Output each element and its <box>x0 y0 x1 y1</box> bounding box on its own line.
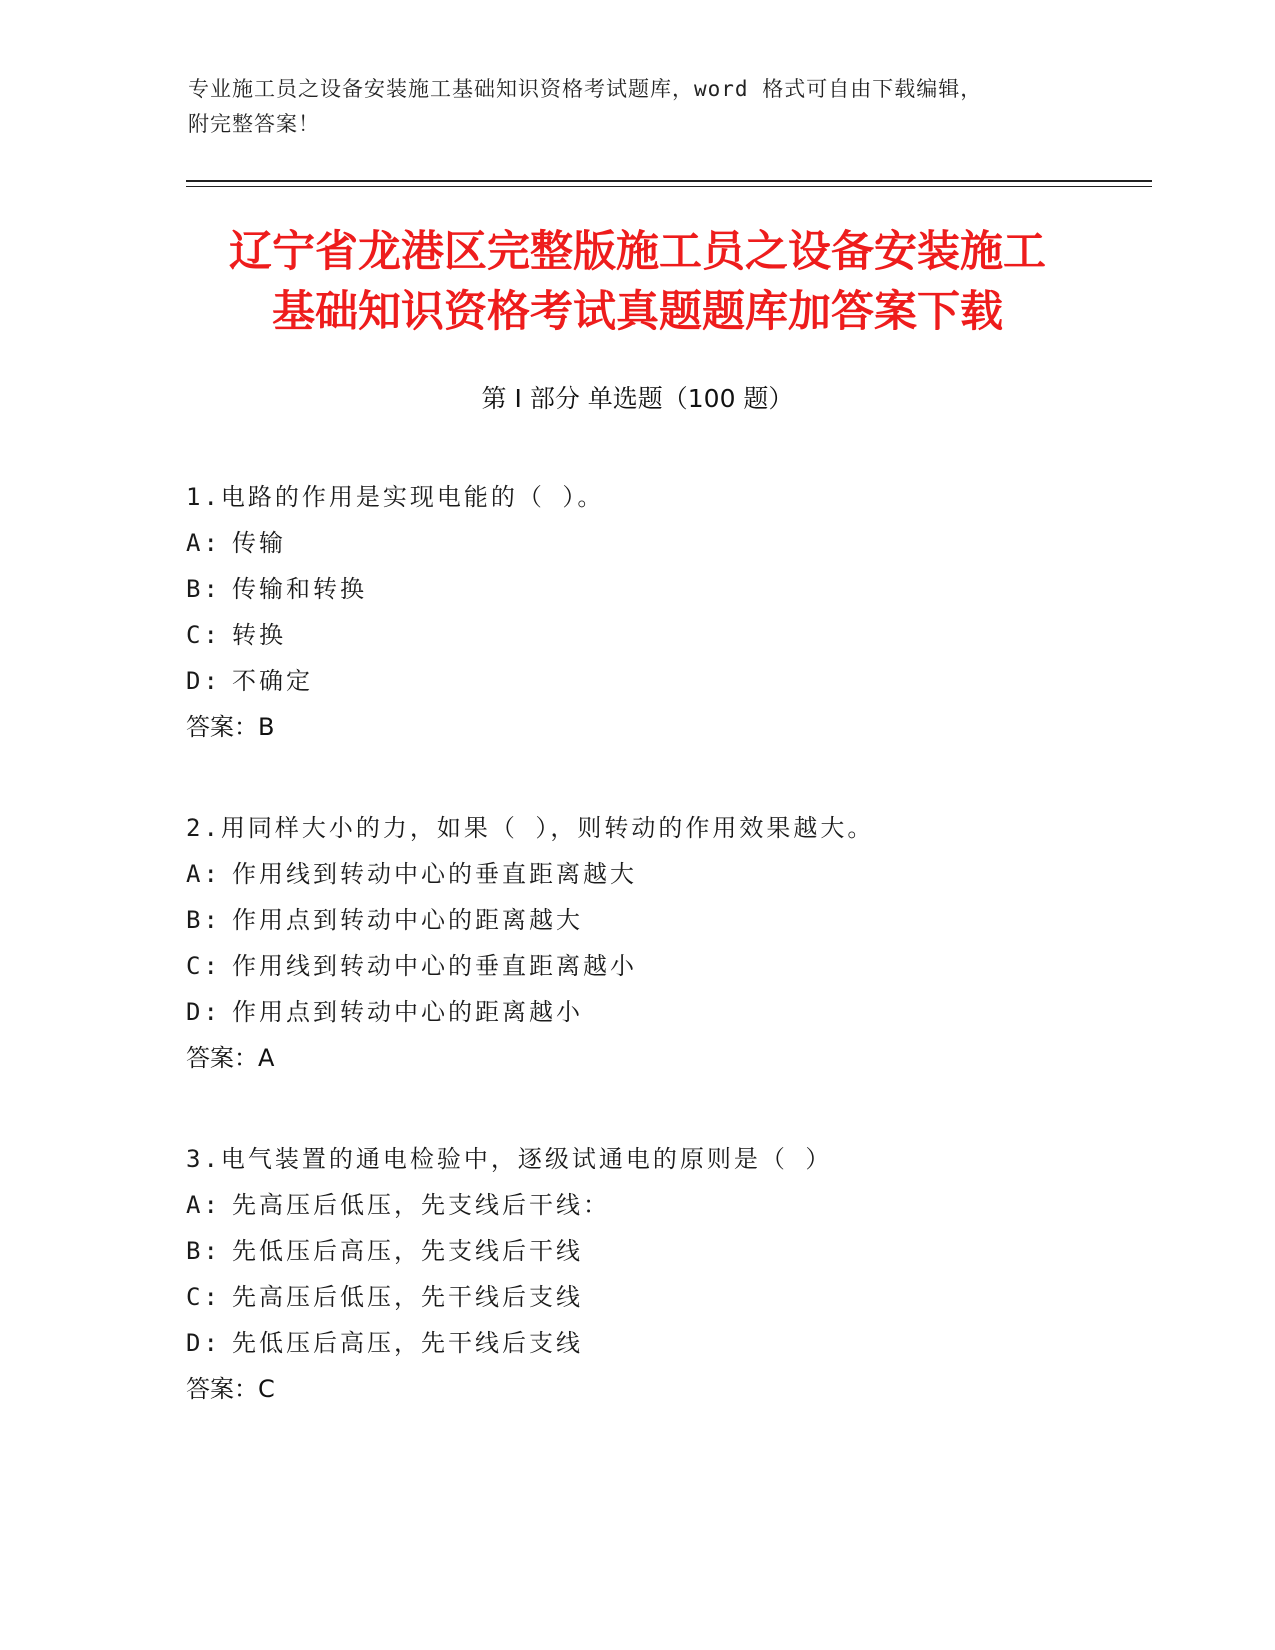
option-letter: A: <box>186 860 221 888</box>
section-title: 第 I 部分 单选题（100 题） <box>481 384 794 413</box>
question-3 <box>186 1136 1146 1412</box>
option-letter: A: <box>186 529 221 557</box>
question-stem: 3.电气装置的通电检验中，逐级试通电的原则是（ ） <box>186 1145 833 1173</box>
option-text: 不确定 <box>232 667 313 695</box>
header-note-line-1: 专业施工员之设备安装施工基础知识资格考试题库，word 格式可自由下载编辑， <box>188 77 983 101</box>
option-a <box>186 520 1146 566</box>
option-text: 传输和转换 <box>232 575 367 603</box>
option-letter: B: <box>186 1237 221 1265</box>
option-d <box>186 1320 1146 1366</box>
option-letter: B: <box>186 906 221 934</box>
option-b <box>186 897 1146 943</box>
option-text: 作用线到转动中心的垂直距离越大 <box>232 860 637 888</box>
option-d <box>186 989 1146 1035</box>
option-b <box>186 566 1146 612</box>
answer: 答案：B <box>186 713 275 741</box>
header-note-line-2: 附完整答案！ <box>188 112 320 136</box>
question-list <box>186 474 1146 1467</box>
header-divider-thin <box>186 186 1152 187</box>
question-2 <box>186 805 1146 1081</box>
question-stem: 1.电路的作用是实现电能的（ ）。 <box>186 483 605 511</box>
document-title <box>150 222 1125 342</box>
option-text: 先高压后低压，先支线后干线： <box>232 1191 610 1219</box>
option-text: 传输 <box>232 529 286 557</box>
header-note <box>188 72 1088 142</box>
option-text: 作用点到转动中心的距离越小 <box>232 998 583 1026</box>
option-text: 作用线到转动中心的垂直距离越小 <box>232 952 637 980</box>
option-c <box>186 1274 1146 1320</box>
option-letter: B: <box>186 575 221 603</box>
document-title-line-1: 辽宁省龙港区完整版施工员之设备安装施工 <box>229 227 1046 277</box>
header-divider-thick <box>186 180 1152 182</box>
answer: 答案：A <box>186 1044 275 1072</box>
option-text: 先高压后低压，先干线后支线 <box>232 1283 583 1311</box>
option-text: 作用点到转动中心的距离越大 <box>232 906 583 934</box>
option-letter: D: <box>186 1329 221 1357</box>
option-a <box>186 851 1146 897</box>
question-1 <box>186 474 1146 750</box>
option-letter: C: <box>186 952 221 980</box>
option-text: 先低压后高压，先干线后支线 <box>232 1329 583 1357</box>
option-letter: D: <box>186 667 221 695</box>
answer: 答案：C <box>186 1375 275 1403</box>
option-c <box>186 612 1146 658</box>
option-text: 先低压后高压，先支线后干线 <box>232 1237 583 1265</box>
option-text: 转换 <box>232 621 286 649</box>
option-letter: A: <box>186 1191 221 1219</box>
document-title-line-2: 基础知识资格考试真题题库加答案下载 <box>272 287 1003 337</box>
option-c <box>186 943 1146 989</box>
option-letter: C: <box>186 621 221 649</box>
option-d <box>186 658 1146 704</box>
option-a <box>186 1182 1146 1228</box>
option-letter: C: <box>186 1283 221 1311</box>
option-b <box>186 1228 1146 1274</box>
question-stem: 2.用同样大小的力，如果（ ），则转动的作用效果越大。 <box>186 814 875 842</box>
option-letter: D: <box>186 998 221 1026</box>
